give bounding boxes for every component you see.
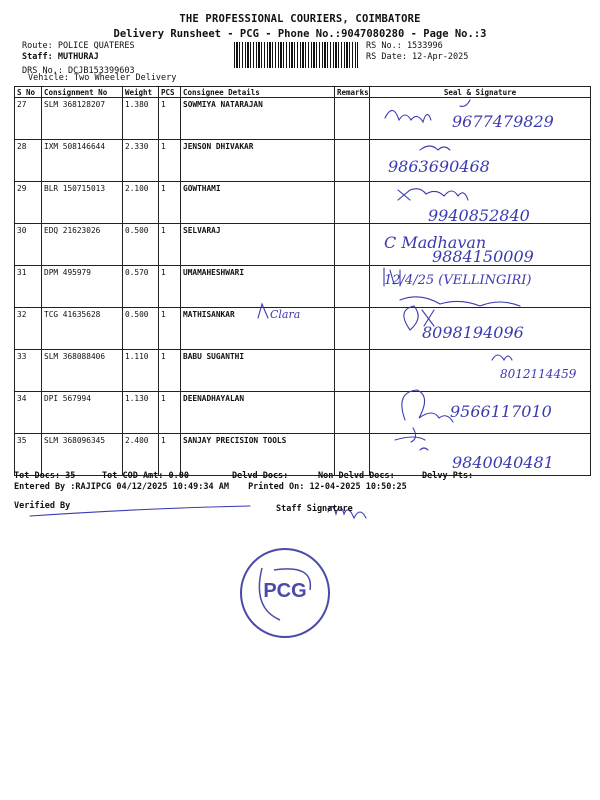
hw-name: Clara (270, 308, 301, 321)
cell-weight: 0.570 (123, 266, 159, 308)
cell-consignment: EDQ 21623026 (42, 224, 123, 266)
cell-sno: 34 (15, 392, 42, 434)
hw-phone: 8012114459 (500, 367, 577, 381)
cell-consignee: UMAMAHESHWARI (181, 266, 335, 308)
cell-consignee: GOWTHAMI (181, 182, 335, 224)
signature-scribble (398, 189, 468, 200)
hw-phone: 9566117010 (450, 402, 552, 421)
cell-consignment: SLM 368088406 (42, 350, 123, 392)
cell-consignment: DPM 495979 (42, 266, 123, 308)
staff-label: Staff: MUTHURAJ (22, 52, 99, 62)
hw-phone: 9863690468 (388, 157, 490, 176)
cell-sno: 28 (15, 140, 42, 182)
signature-scribble (395, 428, 425, 442)
cell-sno: 33 (15, 350, 42, 392)
cell-weight: 1.110 (123, 350, 159, 392)
signature-scribble (402, 390, 453, 422)
stamp-text: PCG (263, 580, 307, 602)
signature-scribble (385, 110, 431, 122)
cell-sno: 27 (15, 98, 42, 140)
rs-number: RS No.: 1533996 (366, 41, 443, 51)
hw-phone: 8098194096 (422, 323, 524, 342)
hw-note: 12/4/25 (VELLINGIRI) (384, 273, 532, 288)
signature-scribble (420, 448, 428, 450)
company-title: THE PROFESSIONAL COURIERS, COIMBATORE (179, 13, 421, 25)
cell-sno: 31 (15, 266, 42, 308)
rs-date: RS Date: 12-Apr-2025 (366, 52, 469, 62)
cell-consignment: SLM 368128207 (42, 98, 123, 140)
cell-weight: 1.380 (123, 98, 159, 140)
cell-sno: 35 (15, 434, 42, 476)
cell-consignment: IXM 508146644 (42, 140, 123, 182)
cell-consignment: TCG 41635628 (42, 308, 123, 350)
cell-weight: 2.330 (123, 140, 159, 182)
cell-consignment: BLR 150715013 (42, 182, 123, 224)
cell-consignment: SLM 368096345 (42, 434, 123, 476)
hw-phone: 9884150009 (432, 247, 534, 266)
staff-signature: Staff Signature (276, 504, 353, 514)
cell-consignee: DEENADHAYALAN (181, 392, 335, 434)
col-consignment: Consignment No (42, 87, 123, 98)
col-sno: S No (15, 87, 42, 98)
signature-scribble (492, 355, 512, 360)
cell-weight: 2.100 (123, 182, 159, 224)
pcg-stamp (240, 548, 330, 638)
cell-pcs: 1 (159, 266, 181, 308)
hw-phone: 9677479829 (452, 112, 554, 131)
cell-consignee: BABU SUGANTHI (181, 350, 335, 392)
cell-pcs: 1 (159, 434, 181, 476)
hw-phone: 9940852840 (428, 206, 530, 225)
cell-pcs: 1 (159, 392, 181, 434)
cell-consignee: MATHISANKAR (181, 308, 335, 350)
cell-sno: 30 (15, 224, 42, 266)
cell-sno: 32 (15, 308, 42, 350)
col-pcs: PCS (159, 87, 181, 98)
cell-pcs: 1 (159, 224, 181, 266)
cell-pcs: 1 (159, 350, 181, 392)
signature-scribble (460, 100, 470, 106)
cell-sno: 29 (15, 182, 42, 224)
verified-by: Verified By (14, 501, 71, 511)
col-weight: Weight (123, 87, 159, 98)
cell-pcs: 1 (159, 182, 181, 224)
cell-consignment: DPI 567994 (42, 392, 123, 434)
totals-row (14, 471, 590, 481)
col-seal-signature: Seal & Signature (370, 87, 591, 98)
signature-scribble (400, 297, 520, 306)
cell-consignee: JENSON DHIVAKAR (181, 140, 335, 182)
entered-by: Entered By :RAJIPCG 04/12/2025 10:49:34 AM (14, 482, 229, 492)
route-label: Route: POLICE QUATERES (22, 41, 135, 51)
cell-pcs: 1 (159, 140, 181, 182)
delvy-pts: Delvy Pts: (422, 471, 474, 481)
runsheet-title: Delivery Runsheet - PCG - Phone No.:9047080280 - Page No.:3 (113, 28, 487, 40)
cell-pcs: 1 (159, 98, 181, 140)
signature-scribble (258, 304, 268, 318)
vehicle-label: Vehicle: Two Wheeler Delivery (28, 73, 177, 83)
hw-phone: 9840040481 (452, 453, 554, 472)
delvd-docs: Delvd Docs: (232, 471, 289, 481)
col-remarks: Remarks (335, 87, 370, 98)
cell-weight: 0.500 (123, 308, 159, 350)
stamp-scribble (240, 548, 326, 634)
cell-weight: 0.500 (123, 224, 159, 266)
non-delvd-docs: Non Delvd Docs: (318, 471, 395, 481)
tot-cod: Tot COD Amt: 0.00 (102, 471, 189, 481)
tot-docs: Tot Docs: 35 (14, 471, 76, 481)
cell-consignee: SANJAY PRECISION TOOLS (181, 434, 335, 476)
printed-on: Printed On: 12-04-2025 10:50:25 (248, 482, 407, 492)
drs-label: DRS No.: DCJB153399603 (22, 66, 135, 76)
cell-consignee: SOWMIYA NATARAJAN (181, 98, 335, 140)
entered-row (14, 482, 590, 492)
col-consignee: Consignee Details (181, 87, 335, 98)
cell-weight: 1.130 (123, 392, 159, 434)
cell-weight: 2.400 (123, 434, 159, 476)
hw-name: C Madhavan (384, 233, 487, 252)
cell-consignee: SELVARAJ (181, 224, 335, 266)
signature-scribble (420, 146, 450, 150)
cell-pcs: 1 (159, 308, 181, 350)
